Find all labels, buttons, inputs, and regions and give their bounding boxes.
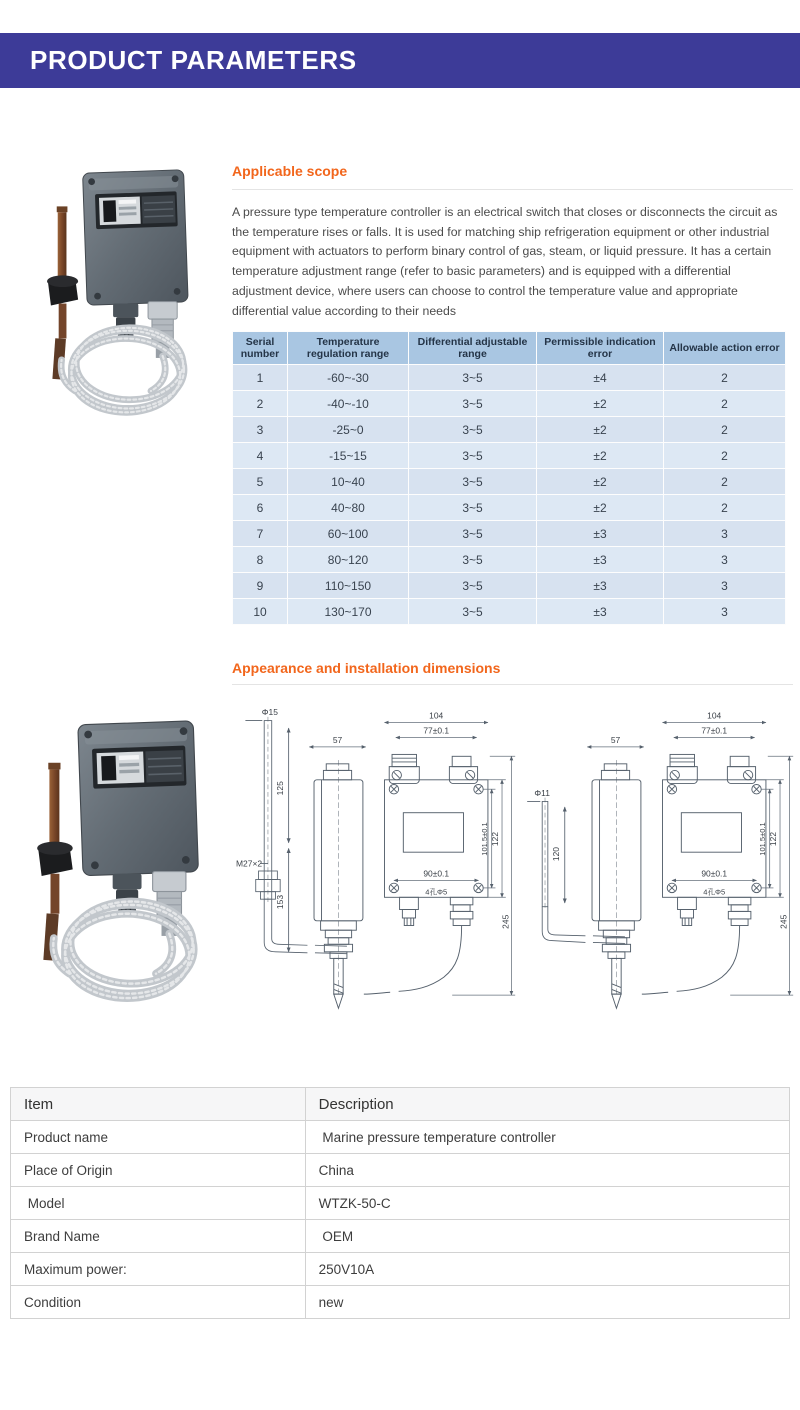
- spec-cell: -15~15: [288, 443, 409, 469]
- info-cell-description: 250V10A: [305, 1253, 789, 1286]
- table-row: [11, 1286, 790, 1319]
- spec-col-header: Allowable action error: [664, 332, 786, 365]
- spec-cell: 3~5: [409, 391, 537, 417]
- dimension-drawing-1: [236, 698, 518, 1028]
- table-row: [233, 365, 786, 391]
- spec-cell: ±4: [537, 365, 664, 391]
- spec-cell: 2: [664, 443, 786, 469]
- drawing1-probe: [245, 717, 347, 954]
- product-photo-2: [5, 686, 227, 1026]
- table-row: [233, 521, 786, 547]
- dim-label-inner-height: 101.5±0.1: [479, 822, 489, 856]
- spec-cell: 3: [664, 547, 786, 573]
- spec-col-header: Serial number: [233, 332, 288, 365]
- table-row: [233, 547, 786, 573]
- spec-cell: ±3: [537, 599, 664, 625]
- info-cell-item: Product name: [11, 1121, 306, 1154]
- spec-cell: -25~0: [288, 417, 409, 443]
- dim-label-side-width: 57: [610, 735, 621, 746]
- spec-col-header: Permissible indication error: [537, 332, 664, 365]
- divider: [232, 684, 793, 685]
- product-photo-1: [18, 152, 214, 424]
- spec-cell: 3: [664, 599, 786, 625]
- info-cell-description: OEM: [305, 1220, 789, 1253]
- spec-cell: 40~80: [288, 495, 409, 521]
- section-banner: [0, 33, 800, 88]
- spec-cell: 5: [233, 469, 288, 495]
- page-title: PRODUCT PARAMETERS: [30, 45, 357, 75]
- spec-col-header: Differential adjustable range: [409, 332, 537, 365]
- spec-cell: 10~40: [288, 469, 409, 495]
- drawing1-dim-lines: [309, 722, 515, 995]
- spec-cell: 3~5: [409, 443, 537, 469]
- spec-cell: 110~150: [288, 573, 409, 599]
- table-row: [11, 1220, 790, 1253]
- dim-label-hole-span-top: 77±0.1: [423, 725, 450, 736]
- info-col-header-item: Item: [11, 1088, 306, 1121]
- spec-cell: 130~170: [288, 599, 409, 625]
- spec-cell: 3~5: [409, 417, 537, 443]
- info-cell-description: China: [305, 1154, 789, 1187]
- spec-cell: 3: [664, 573, 786, 599]
- spec-cell: ±2: [537, 443, 664, 469]
- spec-cell: ±2: [537, 495, 664, 521]
- spec-cell: 3~5: [409, 469, 537, 495]
- spec-cell: 2: [664, 365, 786, 391]
- spec-cell: 8: [233, 547, 288, 573]
- dim-label-total-height: 245: [778, 914, 789, 929]
- spec-cell: ±2: [537, 469, 664, 495]
- table-row: [233, 417, 786, 443]
- table-row: [11, 1253, 790, 1286]
- spec-cell: 3~5: [409, 573, 537, 599]
- info-col-header-description: Description: [305, 1088, 789, 1121]
- spec-cell: 3~5: [409, 547, 537, 573]
- dim-label-probe-len: 125: [275, 781, 285, 796]
- spec-cell: 7: [233, 521, 288, 547]
- table-row: [11, 1154, 790, 1187]
- spec-cell: 2: [664, 417, 786, 443]
- info-cell-description: new: [305, 1286, 789, 1319]
- spec-cell: 3~5: [409, 495, 537, 521]
- dim-label-hole-span-bottom: 90±0.1: [423, 868, 450, 879]
- spec-cell: 1: [233, 365, 288, 391]
- dim-label-total-height: 245: [500, 914, 511, 929]
- dim-label-front-width: 104: [429, 710, 444, 721]
- spec-cell: 2: [664, 391, 786, 417]
- info-cell-description: WTZK-50-C: [305, 1187, 789, 1220]
- spec-cell: 6: [233, 495, 288, 521]
- info-cell-item: Place of Origin: [11, 1154, 306, 1187]
- drawing2-probe: [527, 798, 625, 944]
- dimensions-heading: Appearance and installation dimensions: [232, 660, 501, 676]
- dim-label-probe-len: 120: [551, 847, 562, 862]
- table-row: [233, 469, 786, 495]
- dim-label-side-width: 57: [332, 735, 343, 746]
- info-cell-item: Condition: [11, 1286, 306, 1319]
- info-cell-item: Maximum power:: [11, 1253, 306, 1286]
- dim-label-holes: 4孔Φ5: [703, 887, 726, 897]
- table-row: [233, 443, 786, 469]
- spec-cell: 3~5: [409, 365, 537, 391]
- spec-cell: 80~120: [288, 547, 409, 573]
- dim-label-body-height: 122: [768, 831, 779, 847]
- spec-cell: ±3: [537, 521, 664, 547]
- spec-cell: 2: [664, 495, 786, 521]
- dim-label-inner-height: 101.5±0.1: [757, 822, 767, 856]
- table-row: [11, 1121, 790, 1154]
- table-row: [233, 495, 786, 521]
- spec-cell: 2: [233, 391, 288, 417]
- spec-cell: 9: [233, 573, 288, 599]
- dim-label-thread: M27×2: [236, 858, 263, 869]
- spec-table: [232, 331, 786, 625]
- info-table: [10, 1087, 790, 1319]
- spec-cell: -40~-10: [288, 391, 409, 417]
- spec-cell: 3: [233, 417, 288, 443]
- spec-cell: 10: [233, 599, 288, 625]
- info-cell-item: Brand Name: [11, 1220, 306, 1253]
- spec-cell: ±2: [537, 391, 664, 417]
- dimension-drawing-2: [514, 698, 796, 1028]
- spec-cell: ±3: [537, 547, 664, 573]
- table-row: [11, 1187, 790, 1220]
- applicable-scope-paragraph: A pressure type temperature controller is an electrical switch that closes or disconnects the circuit as the temperature rises or falls. It is used for matching ship refrigeration equipment or other industrial equipment with actuators to perform binary control of gas, steam, or liquid pressure. It has a certain temperature adjustment range (refer to basic parameters) and is equipped with a differential adjustment device, where users can choose to control the temperature value and appropriate differential value according to their needs: [232, 205, 778, 318]
- dim-label-probe-dia: Φ11: [534, 787, 550, 798]
- spec-cell: 4: [233, 443, 288, 469]
- dim-label-hole-span-bottom: 90±0.1: [701, 868, 728, 879]
- applicable-scope-heading: Applicable scope: [232, 163, 348, 179]
- spec-col-header: Temperature regulation range: [288, 332, 409, 365]
- table-row: [233, 573, 786, 599]
- dim-label-hole-span-top: 77±0.1: [701, 725, 728, 736]
- spec-cell: 3~5: [409, 599, 537, 625]
- info-cell-description: Marine pressure temperature controller: [305, 1121, 789, 1154]
- spec-cell: 60~100: [288, 521, 409, 547]
- spec-header-row: [233, 332, 786, 365]
- spec-cell: 3~5: [409, 521, 537, 547]
- dim-label-holes: 4孔Φ5: [425, 887, 448, 897]
- dim-label-body-height: 122: [490, 831, 501, 847]
- table-row: [233, 599, 786, 625]
- spec-cell: ±3: [537, 573, 664, 599]
- spec-cell: ±2: [537, 417, 664, 443]
- divider: [232, 189, 793, 190]
- info-header-row: [11, 1088, 790, 1121]
- spec-cell: 2: [664, 469, 786, 495]
- dim-label-lower-len: 153: [275, 894, 285, 910]
- dim-label-front-width: 104: [707, 710, 722, 721]
- spec-cell: 3: [664, 521, 786, 547]
- drawing2-dim-lines: [587, 722, 793, 995]
- spec-cell: -60~-30: [288, 365, 409, 391]
- table-row: [233, 391, 786, 417]
- dim-label-probe-dia: Φ15: [261, 706, 278, 717]
- info-cell-item: Model: [11, 1187, 306, 1220]
